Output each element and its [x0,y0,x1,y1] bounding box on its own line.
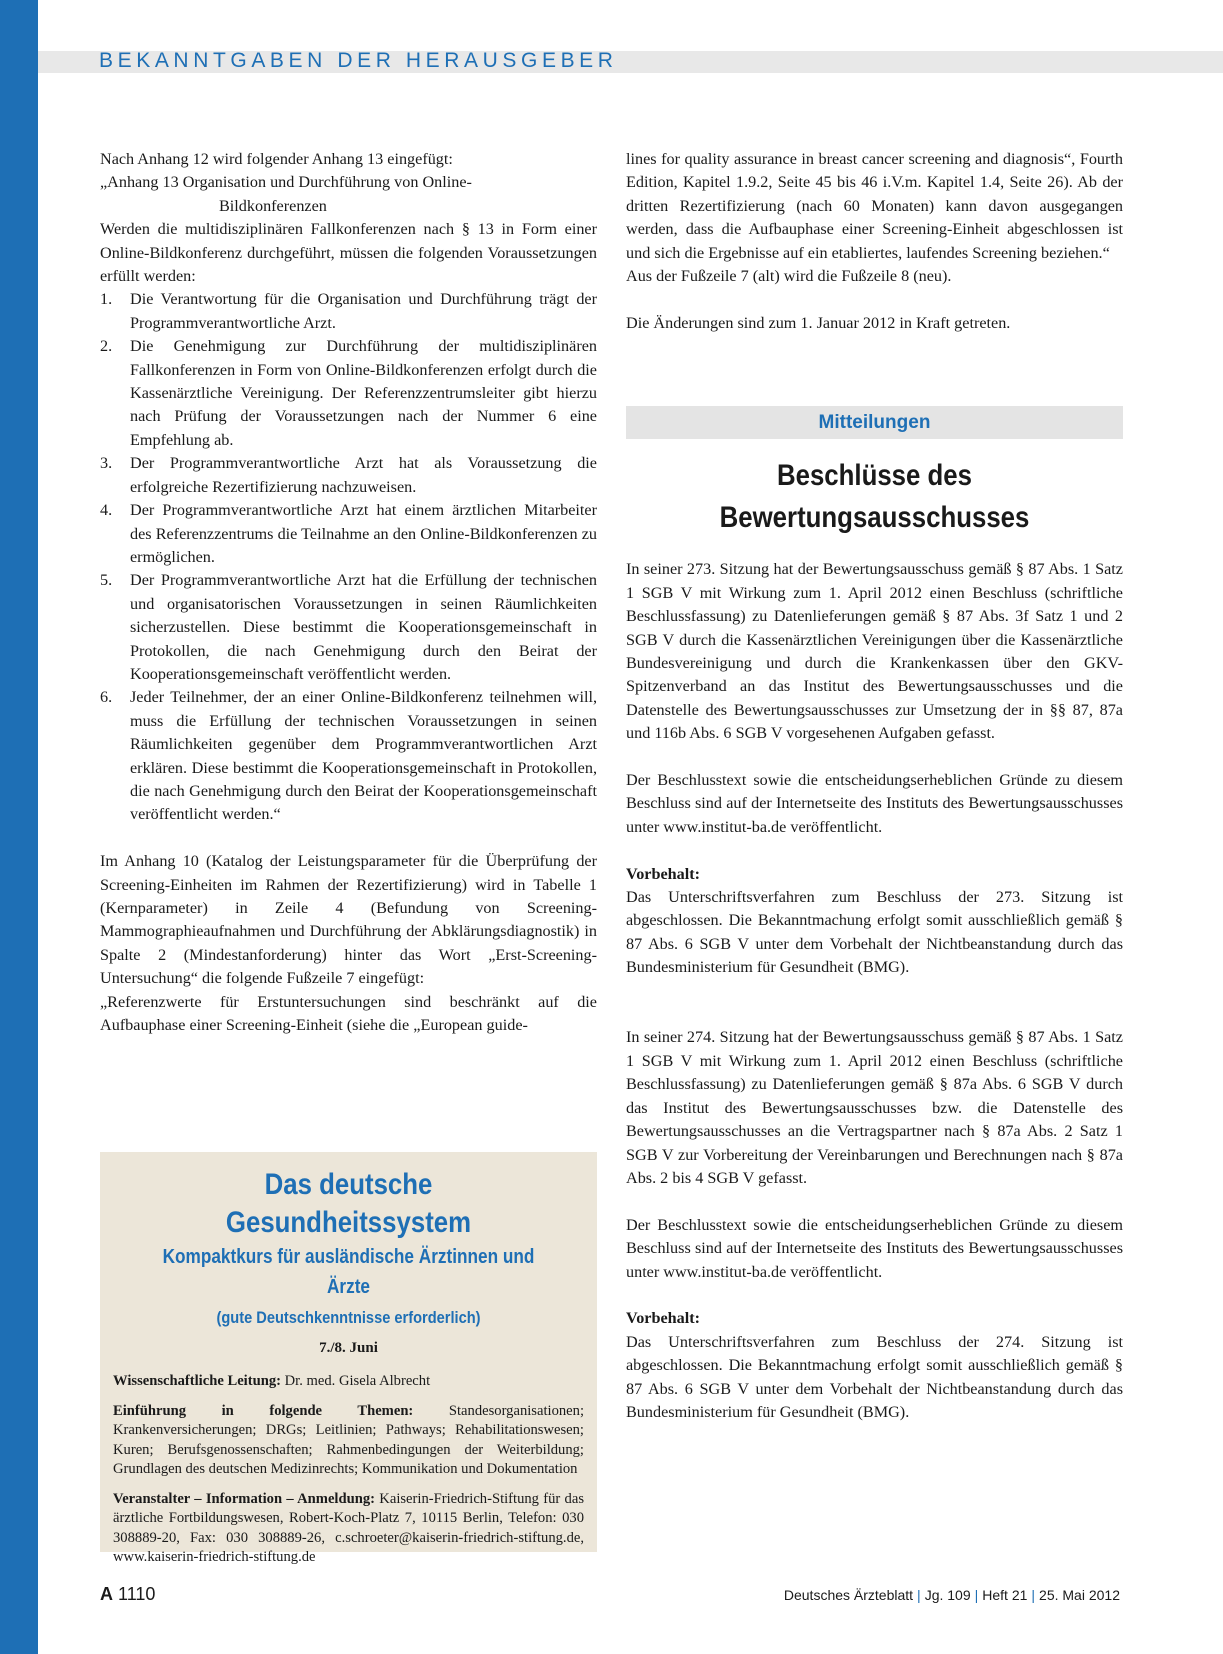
intro-text: Nach Anhang 12 wird folgender Anhang 13 eingefügt: [100,150,453,168]
para-274-session: In seiner 274. Sitzung hat der Bewertungsausschuss gemäß § 87 Abs. 1 Satz 1 SGB V mit Wirkung zum 1. April 2012 einen Beschluss (schriftliche Beschlussfassung) zu Datenlieferungen gemäß § 87a Abs. 6 SGB V durch das Institut des Bewertungsausschusses bzw. die Datenstelle des Bewertungsausschusses an die Vertragspartner nach § 87a Abs. 2 Satz 1 SGB V zur Vorbereitung der Vereinbarungen und Berechnungen nach § 87a Abs. 2 bis 4 SGB V gefasst. [626,1028,1123,1187]
list-number: 6. [100,688,113,707]
annex-line-cont: Bildkonferenzen [219,196,327,215]
headline-line-1: Beschlüsse des [776,459,973,493]
ad-organizer [113,1490,584,1568]
list-item [100,499,597,569]
ad-title: Das deutsche Gesundheitssystem [225,1168,472,1239]
list-text: Die Verantwortung für die Organisation und Durchführung trägt der Programmverantwortliche Arzt. [130,290,597,332]
page-number [100,1584,155,1605]
page-prefix: A [100,1584,113,1604]
right-column [626,148,1123,1424]
para-273-session: In seiner 273. Sitzung hat der Bewertungsausschuss gemäß § 87 Abs. 1 Satz 1 SGB V mit Wirkung zum 1. April 2012 einen Beschluss (schriftliche Beschlussfassung) zu Datenlieferungen gemäß § 87 Abs. 3f Satz 1 und 2 SGB V durch die Kassenärztlichen Vereinigungen über die Kassenärztliche Bundesvereinigung und durch die Krankenkassen über den GKV-Spitzenverband an das Institut des Bewertungsausschusses und die Datenstelle des Bewertungsausschusses zur Umsetzung der in §§ 87, 87a und 116b Abs. 6 SGB V vorgesehenen Aufgaben gefasst. [626,560,1123,743]
left-column [100,148,597,1037]
section-header-title: BEKANNTGABEN DER HERAUSGEBER [99,49,618,72]
list-text: Der Programmverantwortliche Arzt hat als Voraussetzung die erfolgreiche Rezertifizierung nachzuweisen. [130,454,597,496]
para-guidelines-cont: lines for quality assurance in breast cancer screening and diagnosis“, Fourth Edition, Kapitel 1.9.2, Seite 45 bis 46 i.V.m. Kapitel 1.4, Seite 26). Ab der dritten Rezertifizierung (nach 60 Monaten) kann davon ausgegangen werden, dass die Aufbauphase einer Screening-Einheit abgeschlossen ist und sich die Ergebnisse auf ein etabliertes, laufendes Screening beziehen.“ [626,150,1123,262]
ad-organizer-value: Kaiserin-Friedrich-Stiftung für das ärztliche Fortbildungswesen, Robert-Koch-Platz 7, 10115 Berlin, Telefon: 030 308889-20, Fax: 030 308889-26, c.schroeter@kaiserin-friedrich-stiftung.de, www.kaiserin-friedrich-stiftung.de [113,1490,585,1565]
list-text: Die Genehmigung zur Durchführung der multidisziplinären Fallkonferenzen in Form von Online-Bildkonferenzen erfolgt durch die Kassenärztliche Vereinigung. Der Referenzzentrumsleiter gibt hierzu nach Prüfung der Voraussetzungen nach der Nummer 6 eine Empfehlung ab. [130,337,597,449]
article-headline [661,455,1088,539]
para-274-publication: Der Beschlusstext sowie die entscheidungserheblichen Gründe zu diesem Beschluss sind auf der Internetseite des Instituts des Bewertungsausschusses unter www.institut-ba.de veröffentlicht. [626,1215,1123,1281]
list-item [100,288,597,335]
ad-topics [113,1402,584,1480]
effective-date-text: Die Änderungen sind zum 1. Januar 2012 in Kraft getreten. [626,313,1011,332]
section-label-mitteilungen: Mitteilungen [626,406,1123,439]
list-number: 5. [100,571,113,590]
annex-line: „Anhang 13 Organisation und Durchführung von Online- [100,173,472,192]
list-number: 1. [100,290,113,309]
ad-lead-label: Wissenschaftliche Leitung: [113,1373,281,1389]
vorbehalt-label: Vorbehalt: [626,1309,701,1328]
headline-line-2: Bewertungsausschusses [719,501,1030,535]
list-text: Der Programmverantwortliche Arzt hat einem ärztlichen Mitarbeiter des Referenzzentrums die Teilnahme an den Online-Bildkonferenzen zu ermöglichen. [130,501,597,566]
list-text: Jeder Teilnehmer, der an einer Online-Bildkonferenz teilnehmen will, muss die Erfüllung der technischen Voraussetzungen in seinen Räumlichkeiten gegenüber dem Programmverantwortlichen Arzt erklären. Diese bestimmt die Kooperationsgemeinschaft in Protokollen, die nach Genehmigung durch den Beirat der Kooperationsgemeinschaft veröffentlicht werden.“ [130,688,597,824]
ad-topics-label: Einführung in folgende Themen: [113,1402,414,1419]
para-273-vorbehalt: Das Unterschriftsverfahren zum Beschluss der 273. Sitzung ist abgeschlossen. Die Bekanntmachung erfolgt somit ausschließlich gemäß § 87 Abs. 6 SGB V unter dem Vorbehalt der Nichtbeanstandung durch das Bundesministerium für Gesundheit (BMG). [626,888,1123,977]
side-color-bar [0,0,38,1654]
ad-note: (gute Deutschkenntnisse erforderlich) [216,1308,481,1327]
para-annex10: Im Anhang 10 (Katalog der Leistungsparameter für die Überprüfung der Screening-Einheiten im Rahmen der Rezertifizierung) wird in Tabelle 1 (Kernparameter) in Zeile 4 (Befundung von Screening-Mammographieaufnahmen und Durchführung der Abklärungsdiagnostik) in Spalte 2 (Mindestanforderung) hinter das Wort „Erst-Screening-Untersuchung“ die folgende Fußzeile 7 eingefügt: [100,852,597,988]
journal-footer: Deutsches Ärzteblatt | Jg. 109 | Heft 21 | 25. Mai 2012 [783,1587,1120,1603]
ad-subtitle: Kompaktkurs für ausländische Ärztinnen und Ärzte [162,1246,535,1298]
para-conditions: Werden die multidisziplinären Fallkonferenzen nach § 13 in Form einer Online-Bildkonferenz durchgeführt, müssen die folgenden Voraussetzungen erfüllt werden: [100,220,597,286]
list-number: 4. [100,501,113,520]
list-number: 2. [100,337,113,356]
ad-lead [113,1372,584,1392]
ad-lead-value: Dr. med. Gisela Albrecht [284,1373,431,1389]
course-advertisement [100,1152,597,1565]
ad-organizer-label: Veranstalter – Information – Anmeldung: [113,1490,375,1507]
para-274-vorbehalt: Das Unterschriftsverfahren zum Beschluss der 274. Sitzung ist abgeschlossen. Die Bekanntmachung erfolgt somit ausschließlich gemäß § 87 Abs. 6 SGB V unter dem Vorbehalt der Nichtbeanstandung durch das Bundesministerium für Gesundheit (BMG). [626,1332,1123,1421]
vorbehalt-label: Vorbehalt: [626,864,701,883]
para-273-publication: Der Beschlusstext sowie die entscheidungserheblichen Gründe zu diesem Beschluss sind auf der Internetseite des Instituts des Bewertungsausschusses unter www.institut-ba.de veröffentlicht. [626,771,1123,836]
journal-issue: Heft 21 [982,1587,1028,1603]
journal-volume: Jg. 109 [924,1587,971,1603]
ad-topics-value: Standesorganisationen; Krankenversicherungen; DRGs; Leitlinien; Pathways; Rehabilitationswesen; Kuren; Berufsgenossenschaften; Rahmenbedingungen der Weiterbildung; Grundlagen des deutschen Medizinrechts; Kommunikation und Dokumentation [113,1402,584,1477]
list-item [100,569,597,686]
list-item [100,335,597,452]
list-text: Der Programmverantwortliche Arzt hat die Erfüllung der technischen und organisatorischen Voraussetzungen in seinen Räumlichkeiten sicherzustellen. Diese bestimmt die Kooperationsgemeinschaft in Protokollen, die nach Genehmigung durch den Beirat der Kooperationsgemeinschaft veröffentlicht werden. [130,571,597,683]
page-number-value: 1110 [118,1584,156,1604]
ad-date: 7./8. Juni [319,1340,378,1356]
list-number: 3. [100,454,113,473]
journal-name: Deutsches Ärzteblatt [783,1587,914,1603]
list-item [100,452,597,499]
list-item [100,686,597,826]
footnote-line: Aus der Fußzeile 7 (alt) wird die Fußzeile 8 (neu). [626,267,952,286]
journal-date: 25. Mai 2012 [1039,1587,1120,1603]
para-reference-values: „Referenzwerte für Erstuntersuchungen sind beschränkt auf die Aufbauphase einer Screening-Einheit (siehe die „European guide- [100,992,597,1035]
